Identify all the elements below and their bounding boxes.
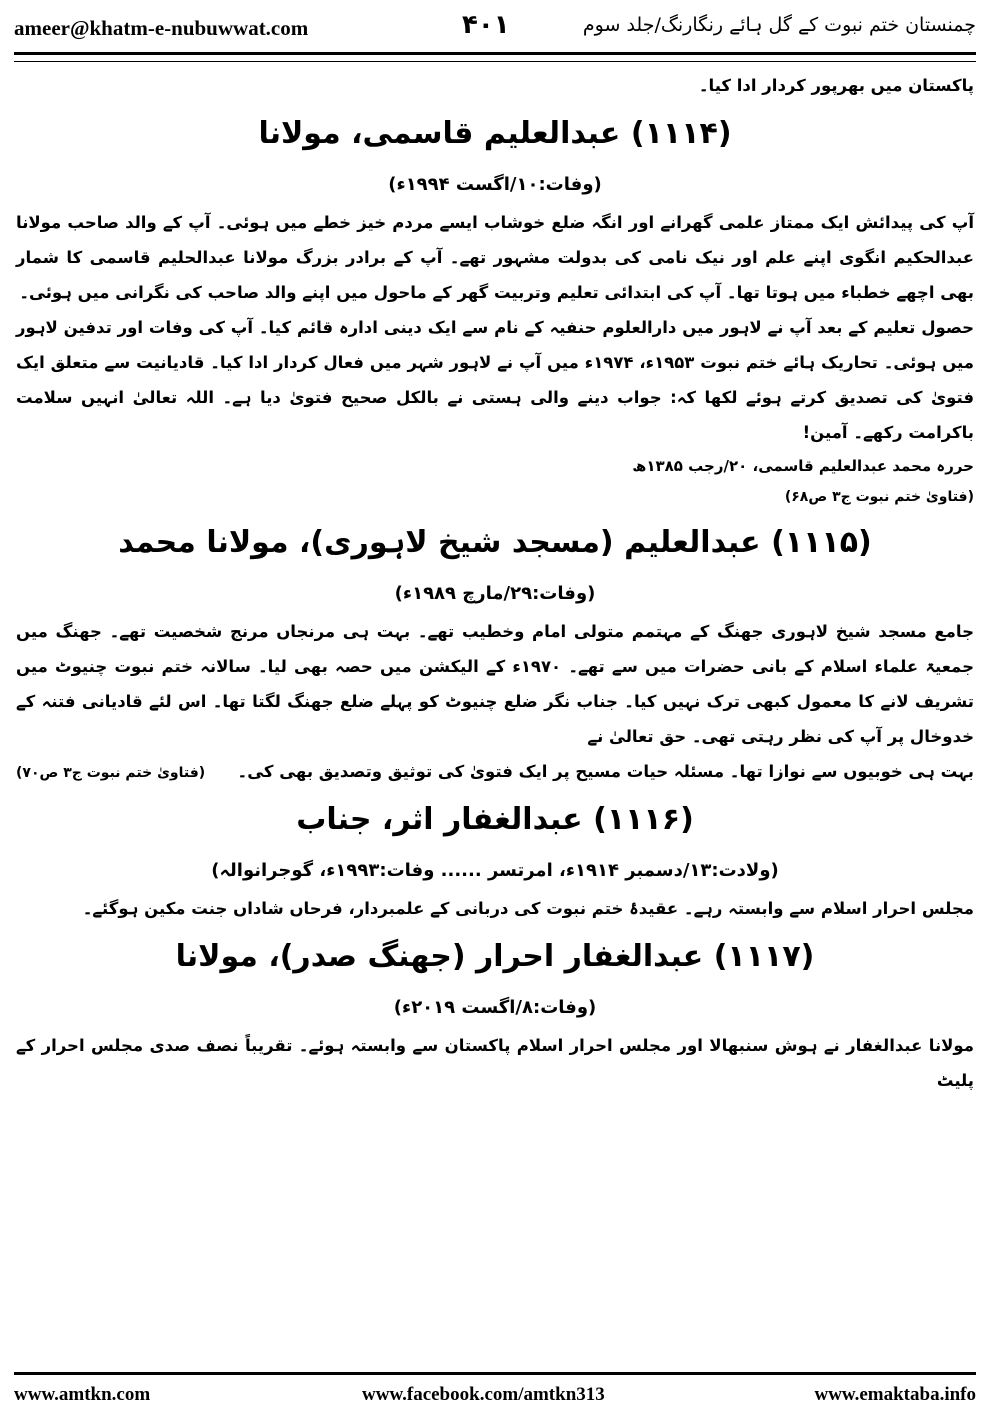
section-1116-paragraph: مجلس احرار اسلام سے وابستہ رہے۔ عقیدۂ ختم نبوت کی دربانی کے علمبردار، فرحاں شاداں جنت مکین ہوگئے۔ [82, 899, 974, 918]
footer-rule [14, 1372, 976, 1375]
footer-link-facebook[interactable]: www.facebook.com/amtkn313 [362, 1384, 605, 1405]
section-1116-heading: (۱۱۱۶) عبدالغفار اثر، جناب [296, 802, 694, 837]
footer-link-amtkn[interactable]: www.amtkn.com [14, 1384, 151, 1405]
section-1114-paragraph-1: آپ کی پیدائش ایک ممتاز علمی گھرانے اور انگہ ضلع خوشاب ایسے مردم خیز خطے میں ہوئی۔ آپ کے والد صاحب مولانا عبدالحکیم انگوی اپنے علم اور نیک نامی کی بدولت مشہور تھے۔ آپ کے برادر بزرگ مولانا عبدالحلیم قاسمی کا شمار بھی اچھے خطباء میں ہوتا تھا۔ آپ کی ابتدائی تعلیم وتربیت گھر کے ماحول میں اپنے والد صاحب کی نگرانی میں ہوئی۔ [16, 213, 974, 302]
section-1116-date: (ولادت:۱۳/دسمبر ۱۹۱۴ء، امرتسر ...... وفات:۱۹۹۳ء، گوجرانوالہ) [211, 860, 779, 881]
section-1115-date: (وفات:۲۹/مارچ ۱۹۸۹ء) [394, 583, 596, 604]
section-1114-reference: (فتاویٰ ختم نبوت ج۳ ص۶۸) [784, 489, 974, 505]
page-body [16, 68, 974, 1360]
page-number: ۴۰۱ [462, 10, 510, 40]
section-1117-heading: (۱۱۱۷) عبدالغفار احرار (جھنگ صدر)، مولانا [175, 939, 815, 974]
section-1114-date: (وفات:۱۰/اگست ۱۹۹۴ء) [388, 174, 602, 195]
section-1115-reference: (فتاویٰ ختم نبوت ج۳ ص۷۰) [16, 765, 206, 781]
section-1114-signature: حررہ محمد عبدالعلیم قاسمی، ۲۰/رجب ۱۳۸۵ھ [632, 457, 974, 475]
book-title: چمنستان ختم نبوت کے گل ہائے رنگارنگ/جلد سوم [582, 14, 976, 36]
section-1114-paragraph-2: حصول تعلیم کے بعد آپ نے لاہور میں دارالعلوم حنفیہ کے نام سے ایک دینی ادارہ قائم کیا۔ آپ کی وفات اور تدفین لاہور میں ہوئی۔ تحاریک ہائے ختم نبوت ۱۹۵۳ء، ۱۹۷۴ء میں آپ نے لاہور شہر میں فعال کردار ادا کیا۔ قادیانیت سے متعلق ایک فتویٰ کی تصدیق کرتے ہوئے لکھا کہ: جواب دینے والی ہستی نے بالکل صحیح فتویٰ دیا ہے۔ اللہ تعالیٰ انہیں سلامت باکرامت رکھے۔ آمین! [16, 318, 974, 442]
footer-link-emaktaba[interactable]: www.emaktaba.info [814, 1384, 976, 1405]
section-1115-paragraph: جامع مسجد شیخ لاہوری جھنگ کے مہتمم متولی امام وخطیب تھے۔ بہت ہی مرنجاں مرنج شخصیت تھے۔ جھنگ میں جمعیۃ علماء اسلام کے بانی حضرات میں سے تھے۔ ۱۹۷۰ء کے الیکشن میں حصہ بھی لیا۔ سالانہ ختم نبوت چنیوٹ میں تشریف لانے کا معمول کبھی ترک نہیں کیا۔ جناب نگر ضلع چنیوٹ کو پہلے ضلع جھنگ لگتا تھا۔ اس لئے قادیانی فتنہ کے خدوخال پر آپ کی نظر رہتی تھی۔ حق تعالیٰ نے [16, 622, 974, 746]
header-rule [14, 52, 976, 62]
section-1115-heading: (۱۱۱۵) عبدالعلیم (مسجد شیخ لاہوری)، مولانا محمد [118, 525, 872, 560]
section-1117-paragraph: مولانا عبدالغفار نے ہوش سنبھالا اور مجلس احرار اسلام پاکستان سے وابستہ ہوئے۔ تقریباً نصف صدی مجلس احرار کے پلیٹ [16, 1036, 974, 1090]
section-1115-last-line [16, 754, 974, 789]
section-1115-paragraph-end: بہت ہی خوبیوں سے نوازا تھا۔ مسئلہ حیات مسیح پر ایک فتویٰ کی توثیق وتصدیق بھی کی۔ [237, 762, 974, 781]
header-email: ameer@khatm-e-nubuwwat.com [14, 16, 309, 40]
section-1117-date: (وفات:۸/اگست ۲۰۱۹ء) [393, 997, 597, 1018]
page-header [14, 10, 976, 46]
intro-line: پاکستان میں بھرپور کردار ادا کیا۔ [698, 76, 974, 95]
section-1114-heading: (۱۱۱۴) عبدالعلیم قاسمی، مولانا [258, 116, 732, 151]
